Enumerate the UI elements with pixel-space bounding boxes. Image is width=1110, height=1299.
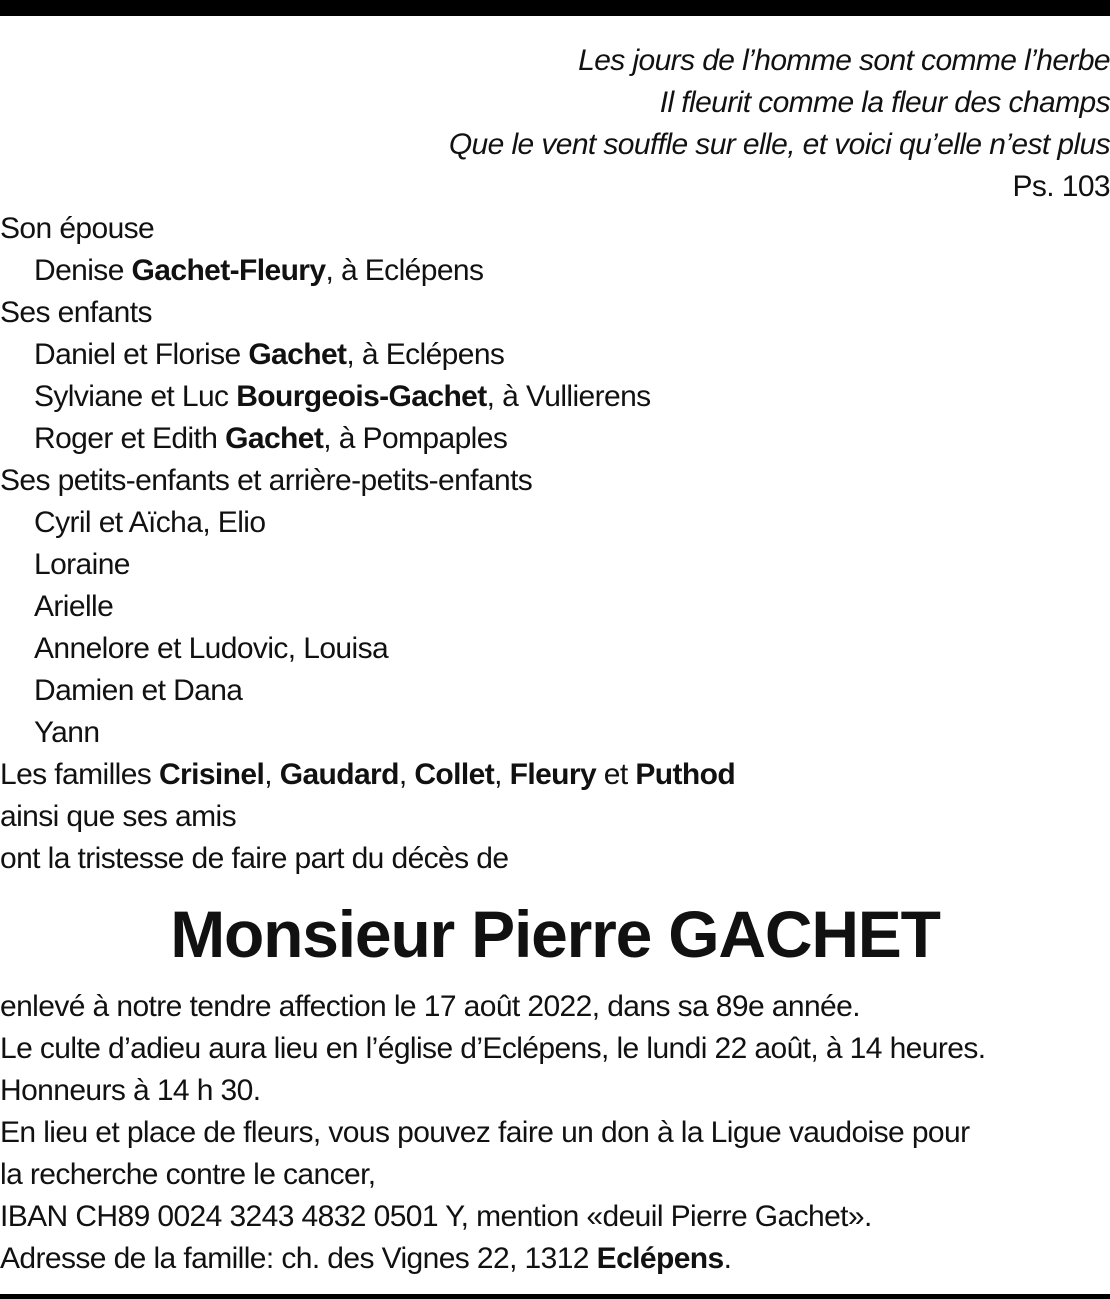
family-name: Puthod (635, 758, 736, 791)
family-address (0, 1238, 1110, 1280)
grandchild-entry: Cyril et Aïcha, Elio (34, 506, 266, 539)
verse-line-3: Que le vent souffle sur elle, et voici qu’elle n’est plus (448, 128, 1110, 161)
verse-reference: Ps. 103 (1012, 170, 1110, 203)
family-name: Gaudard (279, 758, 399, 791)
family-name: Crisinel (158, 758, 265, 791)
death-date-line: enlevé à notre tendre affection le 17 août 2022, dans sa 89e année. (0, 990, 860, 1023)
donation-line: En lieu et place de fleurs, vous pouvez faire un don à la Ligue vaudoise pour (0, 1116, 970, 1149)
family-name: Fleury (509, 758, 597, 791)
child-first-names: Sylviane et Luc (34, 380, 229, 413)
child-entry (0, 334, 1110, 376)
address-street: Adresse de la famille: ch. des Vignes 22, 1312 (0, 1242, 589, 1275)
top-rule (0, 0, 1110, 16)
families-comma: , (264, 758, 272, 791)
child-first-names: Roger et Edith (34, 422, 218, 455)
families-prefix: Les familles (0, 758, 152, 791)
child-place: , à Vullierens (486, 380, 651, 413)
child-place: , à Eclépens (346, 338, 505, 371)
donation-line-continued: la recherche contre le cancer, (0, 1158, 376, 1191)
child-entry (0, 376, 1110, 418)
families-line (0, 754, 1110, 796)
verse-line-2: Il fleurit comme la fleur des champs (659, 86, 1110, 119)
friends-line: ainsi que ses amis (0, 800, 236, 833)
iban-line: IBAN CH89 0024 3243 4832 0501 Y, mention «deuil Pierre Gachet». (0, 1200, 872, 1233)
bottom-rule (0, 1294, 1110, 1299)
families-comma: , (398, 758, 407, 791)
spouse-heading: Son épouse (0, 212, 155, 245)
grandchild-entry: Annelore et Ludovic, Louisa (34, 632, 389, 665)
children-heading: Ses enfants (0, 296, 152, 329)
address-end: . (723, 1242, 732, 1275)
child-entry (0, 418, 1110, 460)
spouse-surname: Gachet-Fleury (131, 254, 326, 287)
families-conjunction: et (603, 758, 628, 791)
verse-line-1: Les jours de l’homme sont comme l’herbe (578, 44, 1110, 77)
child-surname: Bourgeois-Gachet (236, 380, 487, 413)
deceased-name: Monsieur Pierre GACHET (170, 897, 940, 971)
child-surname: Gachet (225, 422, 324, 455)
grandchild-entry: Yann (34, 716, 100, 749)
announcement-line: ont la tristesse de faire part du décès de (0, 842, 509, 875)
grandchildren-heading: Ses petits-enfants et arrière-petits-enfants (0, 464, 533, 497)
child-place: , à Pompaples (323, 422, 508, 455)
obituary-notice (0, 40, 1110, 1280)
funeral-service-line: Le culte d’adieu aura lieu en l’église d’Eclépens, le lundi 22 août, à 14 heures. (0, 1032, 986, 1065)
child-first-names: Daniel et Florise (34, 338, 241, 371)
honours-line: Honneurs à 14 h 30. (0, 1074, 261, 1107)
grandchild-entry: Loraine (34, 548, 130, 581)
address-town: Eclépens (596, 1242, 724, 1275)
spouse-place: , à Eclépens (325, 254, 484, 287)
families-comma: , (494, 758, 502, 791)
child-surname: Gachet (248, 338, 347, 371)
grandchild-entry: Damien et Dana (34, 674, 243, 707)
family-name: Collet (414, 758, 495, 791)
spouse-entry (0, 250, 1110, 292)
grandchild-entry: Arielle (34, 590, 114, 623)
spouse-first-name: Denise (34, 254, 124, 287)
